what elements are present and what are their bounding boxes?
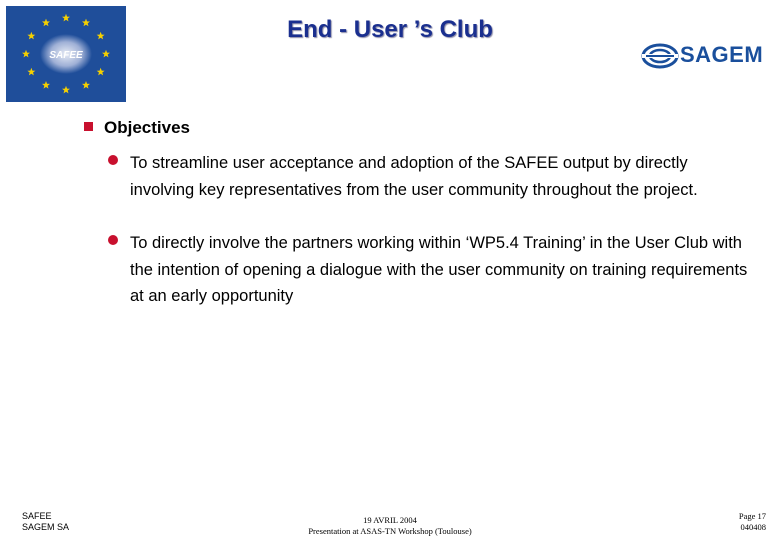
bullet-text: To streamline user acceptance and adoption of the SAFEE output by directly involving key representatives from the user community throughout the project. <box>130 154 698 199</box>
round-bullet-icon <box>108 235 118 245</box>
footer-left <box>22 511 69 533</box>
bullet-text: To directly involve the partners working within ‘WP5.4 Training’ in the User Club with the intention of opening a dialogue with the user community on training requirements at an early opportunity <box>130 234 748 305</box>
safee-logo-text: SAFEE <box>49 50 83 61</box>
footer-event: Presentation at ASAS-TN Workshop (Toulouse) <box>308 526 472 536</box>
footer-company: SAGEM SA <box>22 522 70 532</box>
slide-title: End - User ’s Club <box>287 16 493 43</box>
sagem-logo-text: SAGEM <box>680 42 764 67</box>
round-bullet-icon <box>108 155 118 165</box>
footer-project: SAFEE <box>22 511 52 521</box>
square-bullet-icon <box>84 122 93 131</box>
footer-center <box>230 515 550 537</box>
footer-date: 19 AVRIL 2004 <box>363 515 417 525</box>
heading-text: Objectives <box>104 118 190 137</box>
footer-ref: 040408 <box>740 522 766 532</box>
footer-right <box>700 511 766 533</box>
footer-page: Page 17 <box>738 511 766 521</box>
